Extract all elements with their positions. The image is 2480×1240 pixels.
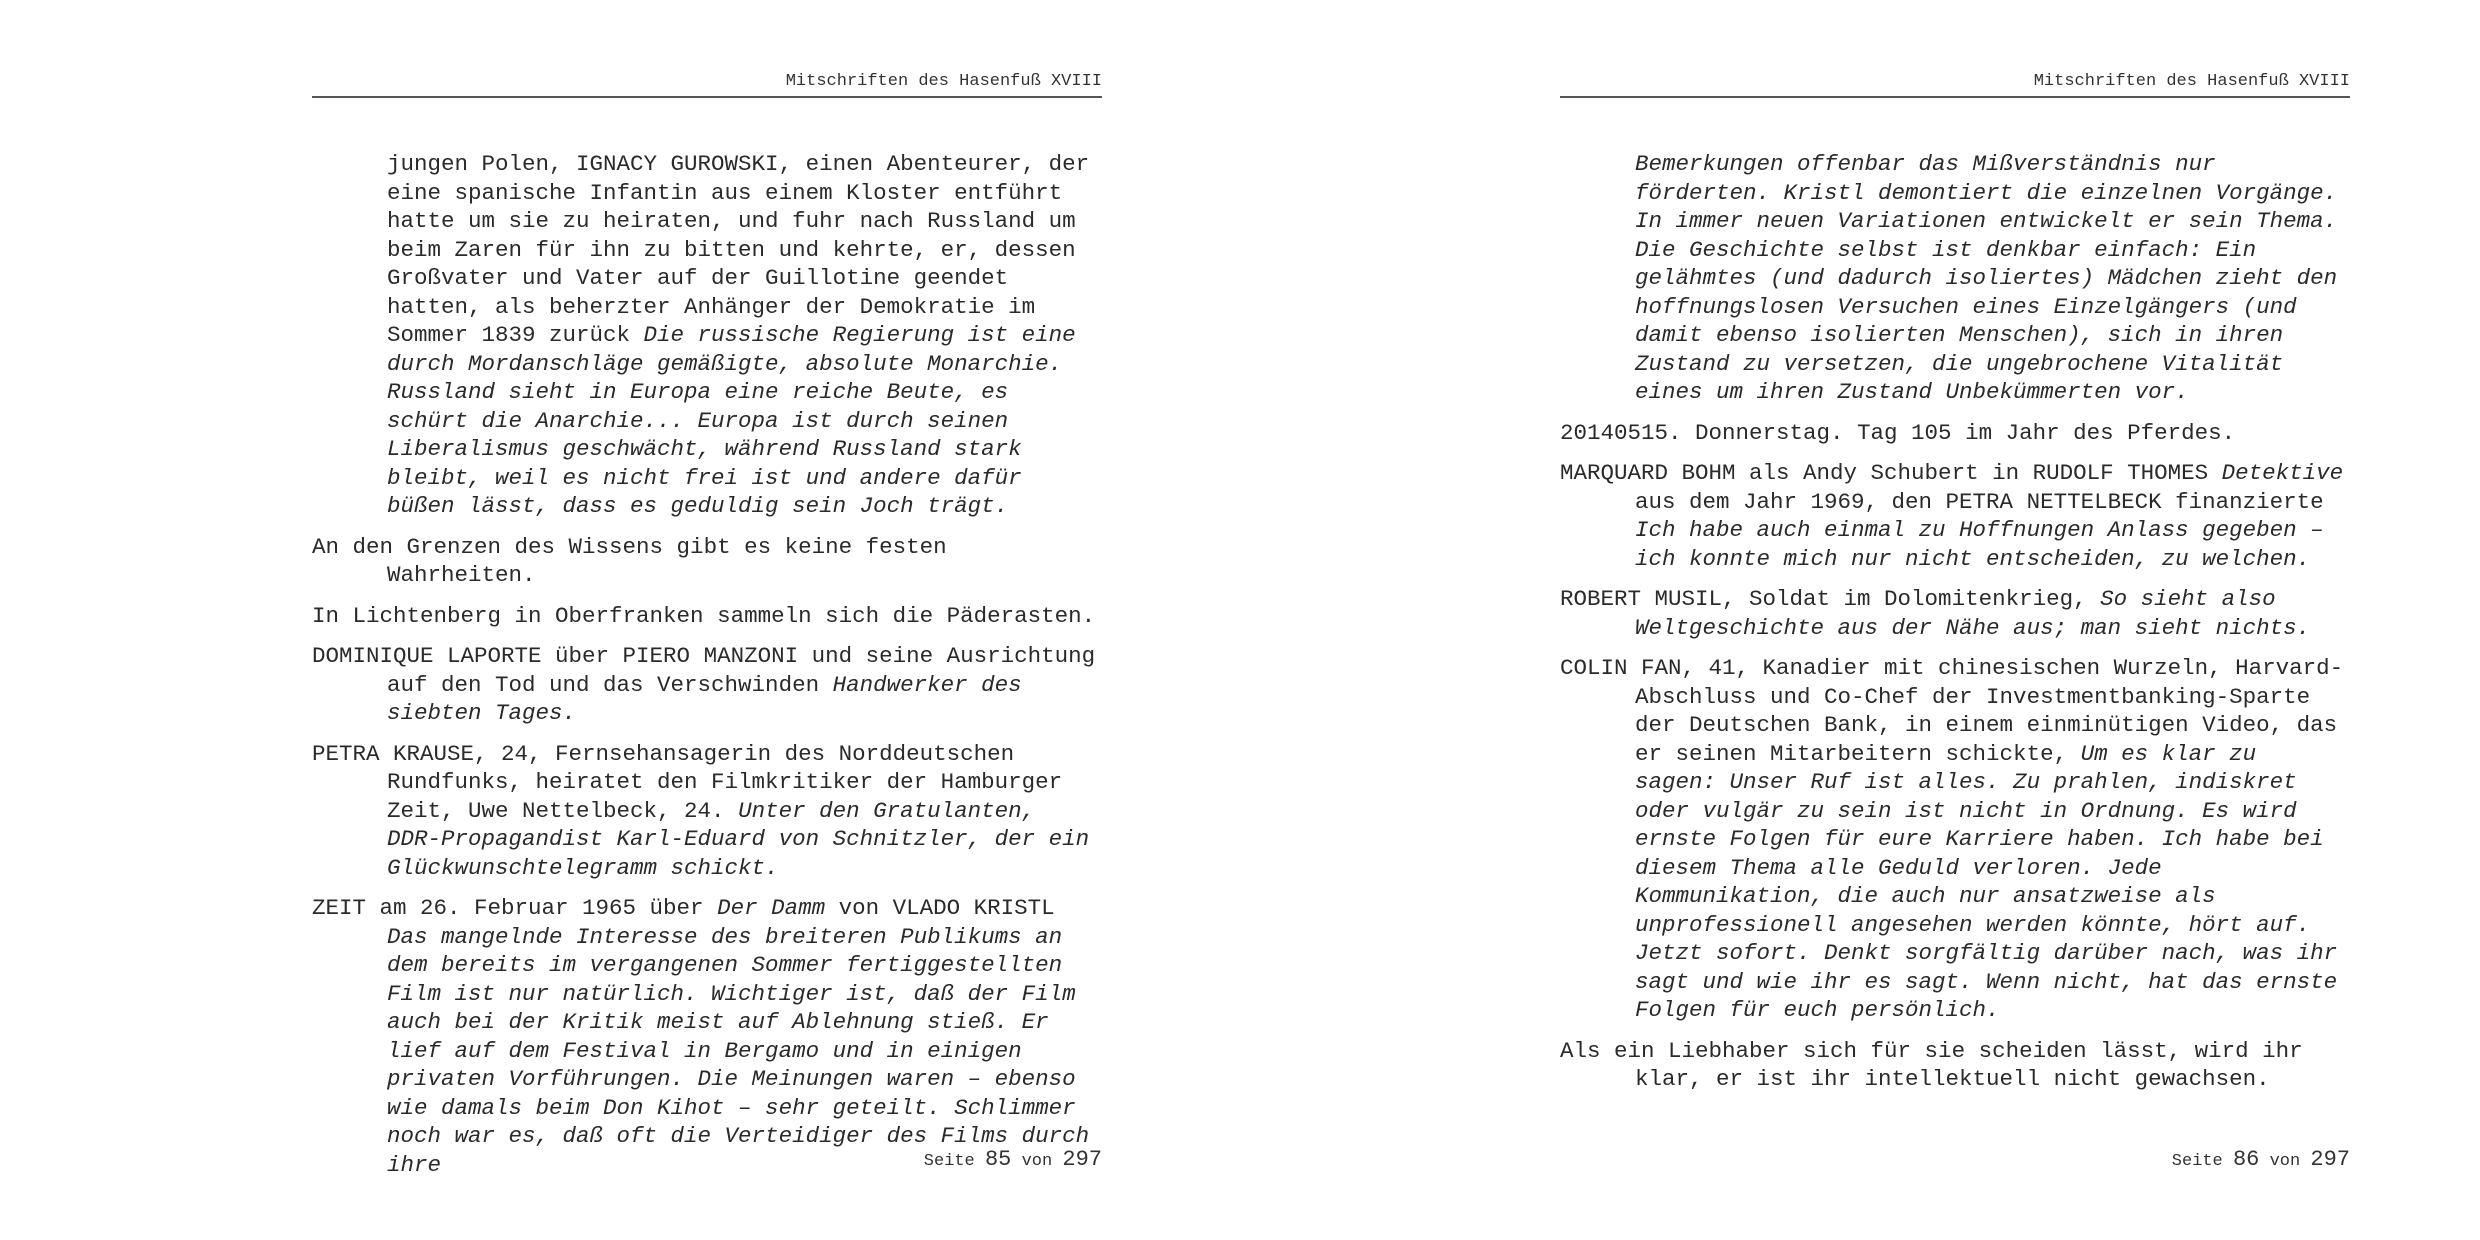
date-line: 20140515. Donnerstag. Tag 105 im Jahr des Pferdes.	[1560, 419, 2236, 446]
title-segment: Detektive	[2221, 460, 2344, 486]
page-total: 297	[2310, 1147, 2350, 1172]
text-segment: In Lichtenberg in Oberfranken sammeln sich die Päderasten.	[312, 602, 1096, 629]
page-separator: von	[1021, 1152, 1053, 1171]
text-segment: MARQUARD BOHM als Andy Schubert in RUDOLF THOMES	[1560, 460, 2222, 486]
paragraph	[1560, 585, 2350, 642]
paragraph	[1560, 1037, 2350, 1094]
text-segment: aus dem Jahr 1969, den PETRA NETTELBECK finanzierte	[1635, 488, 2324, 515]
quote-segment: Unter den Gratulanten, DDR-Propagandist Karl-Eduard von Schnitzler, der ein Glückwunschtelegramm schickt.	[387, 797, 1090, 881]
text-segment: ZEIT am 26. Februar 1965 über	[312, 895, 718, 921]
quote-segment: Um es klar zu sagen: Unser Ruf ist alles. Zu prahlen, indiskret oder vulgär zu sein ist nicht in Ordnung. Es wird ernste Folgen für eure Karriere haben. Ich habe bei diesem Thema alle Geduld verloren. Jede Kommunikation, die auch nur ansatzweise als unprofessionell angesehen werden könnte, hört auf. Jetzt sofort. Denkt sorgfältig darüber nach, was ihr sagt und wie ihr es sagt. Wenn nicht, hat das ernste Folgen für euch persönlich.	[1635, 740, 2338, 1023]
text-segment: von VLADO KRISTL	[825, 895, 1055, 921]
page-label: Seite	[2171, 1152, 2223, 1171]
paragraph	[312, 533, 1102, 590]
paragraph	[1560, 459, 2350, 573]
text-segment: ROBERT MUSIL, Soldat im Dolomitenkrieg,	[1560, 586, 2101, 612]
quote-segment: Bemerkungen offenbar das Mißverständnis nur förderten. Kristl demontiert die einzelnen Vorgänge. In immer neuen Variationen entwickelt er sein Thema. Die Geschichte selbst ist denkbar einfach: Ein gelähmtes (und dadurch isoliertes) Mädchen zieht den hoffnungslosen Versuchen eines Einzelgängers (und damit ebenso isolierten Menschen), sich in ihren Zustand zu versetzen, die ungebrochene Vitalität eines um ihren Zustand Unbekümmerten vor.	[1635, 151, 2338, 405]
paragraph	[312, 150, 1102, 521]
page-footer	[312, 1147, 1102, 1172]
left-page	[312, 0, 1102, 1240]
text-segment: PETRA KRAUSE, 24, Fernsehansagerin des Norddeutschen Rundfunks, heiratet den Filmkritiker der Hamburger Zeit, Uwe Nettelbeck, 24.	[312, 740, 1063, 824]
paragraph	[312, 894, 1102, 1179]
page-label: Seite	[923, 1152, 975, 1171]
page-content	[312, 150, 1102, 1191]
page-number: 86	[2232, 1147, 2260, 1172]
quote-segment: So sieht also Weltgeschichte aus der Nähe aus; man sieht nichts.	[1635, 586, 2311, 641]
text-segment: COLIN FAN, 41, Kanadier mit chinesischen Wurzeln, Harvard-Abschluss und Co-Chef der Investmentbanking-Sparte der Deutschen Bank, in einem einminütigen Video, das er seinen Mitarbeitern schickte,	[1560, 655, 2344, 767]
page-total: 297	[1062, 1147, 1102, 1172]
text-segment: DOMINIQUE LAPORTE über PIERO MANZONI und seine Ausrichtung auf den Tod und das Verschwinden	[312, 643, 1096, 698]
page-separator: von	[2269, 1152, 2301, 1171]
quote-segment: Handwerker des siebten Tages.	[387, 671, 1022, 726]
page-header: Mitschriften des Hasenfuß XVIII	[312, 72, 1102, 98]
paragraph	[1560, 150, 2350, 407]
paragraph	[1560, 419, 2350, 448]
paragraph	[312, 740, 1102, 883]
paragraph	[312, 602, 1102, 631]
paragraph	[312, 642, 1102, 728]
text-segment: jungen Polen, IGNACY GUROWSKI, einen Abenteurer, der eine spanische Infantin aus einem Kloster entführt hatte um sie zu heiraten, und fuhr nach Russland um beim Zaren für ihn zu bitten und kehrte, er, dessen Großvater und Vater auf der Guillotine geendet hatten, als beherzter Anhänger der Demokratie im Sommer 1839 zurück	[387, 151, 1090, 348]
quote-segment: Das mangelnde Interesse des breiteren Publikums an dem bereits im vergangenen Sommer fertiggestellten Film ist nur natürlich. Wichtiger ist, daß der Film auch bei der Kritik meist auf Ablehnung stieß. Er lief auf dem Festival in Bergamo und in einigen privaten Vorführungen. Die Meinungen waren – ebenso wie damals beim Don Kihot – sehr geteilt. Schlimmer noch war es, daß oft die Verteidiger des Films durch ihre	[387, 923, 1090, 1178]
quote-segment: Die russische Regierung ist eine durch Mordanschläge gemäßigte, absolute Monarchie. Russland sieht in Europa eine reiche Beute, es schürt die Anarchie... Europa ist durch seinen Liberalismus geschwächt, während Russland stark bleibt, weil es nicht frei ist und andere dafür büßen lässt, dass es geduldig sein Joch trägt.	[387, 322, 1076, 519]
text-segment: Als ein Liebhaber sich für sie scheiden lässt, wird ihr klar, er ist ihr intellektuell nicht gewachsen.	[1560, 1037, 2303, 1092]
page-number: 85	[984, 1147, 1012, 1172]
page-content	[1560, 150, 2350, 1106]
page-header: Mitschriften des Hasenfuß XVIII	[1560, 72, 2350, 98]
right-page	[1560, 0, 2350, 1240]
quote-segment: Ich habe auch einmal zu Hoffnungen Anlass gegeben – ich konnte mich nur nicht entscheiden, zu welchen.	[1635, 517, 2324, 572]
page-footer	[1560, 1147, 2350, 1172]
paragraph	[1560, 654, 2350, 1025]
title-segment: Der Damm	[717, 895, 826, 921]
text-segment: An den Grenzen des Wissens gibt es keine festen Wahrheiten.	[312, 533, 947, 588]
